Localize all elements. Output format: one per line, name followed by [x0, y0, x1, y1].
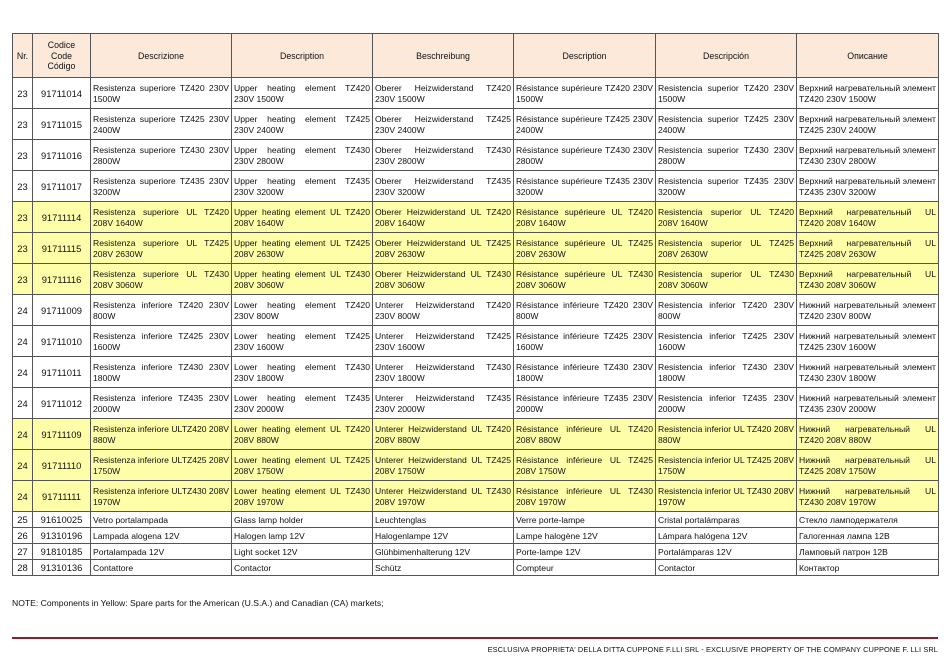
- cell-desc-ru: Верхний нагревательный UL TZ420 208V 1640W: [797, 202, 939, 233]
- cell-desc-es: Resistencia inferior TZ435 230V 2000W: [656, 388, 797, 419]
- cell-desc-fr: Résistance inférieure UL TZ430 208V 1970W: [514, 481, 656, 512]
- cell-desc-ru: Верхний нагревательный элемент TZ425 230V 2400W: [797, 109, 939, 140]
- cell-desc-de: Oberer Heizwiderstand UL TZ430 208V 3060W: [373, 264, 514, 295]
- cell-desc-it: Resistenza superiore TZ430 230V 2800W: [91, 140, 232, 171]
- cell-desc-it: Portalampada 12V: [91, 544, 232, 560]
- cell-desc-es: Lámpara halógena 12V: [656, 528, 797, 544]
- header-code-es: Código: [47, 61, 76, 72]
- cell-desc-es: Resistencia inferior TZ425 230V 1600W: [656, 326, 797, 357]
- cell-desc-it: Resistenza inferiore TZ435 230V 2000W: [91, 388, 232, 419]
- cell-desc-es: Resistencia superior UL TZ430 208V 3060W: [656, 264, 797, 295]
- cell-desc-fr: Lampe halogène 12V: [514, 528, 656, 544]
- cell-desc-en: Contactor: [232, 560, 373, 576]
- cell-code: 91711011: [33, 357, 91, 388]
- cell-desc-ru: Нижний нагревательный UL TZ430 208V 1970W: [797, 481, 939, 512]
- cell-code: 91711115: [33, 233, 91, 264]
- header-code: [33, 34, 91, 78]
- cell-desc-ru: Нижний нагревательный элемент TZ425 230V 1600W: [797, 326, 939, 357]
- spare-parts-sheet: [12, 33, 938, 576]
- cell-desc-ru: Верхний нагревательный элемент TZ430 230V 2800W: [797, 140, 939, 171]
- table-row: [13, 560, 939, 576]
- table-row: [13, 544, 939, 560]
- spare-parts-table: [12, 33, 939, 576]
- table-row: [13, 419, 939, 450]
- cell-desc-de: Oberer Heizwiderstand UL TZ420 208V 1640W: [373, 202, 514, 233]
- cell-desc-ru: Нижний нагревательный элемент TZ420 230V 800W: [797, 295, 939, 326]
- cell-code: 91310196: [33, 528, 91, 544]
- cell-desc-en: Lower heating element TZ420 230V 800W: [232, 295, 373, 326]
- cell-desc-fr: Résistance inférieure TZ425 230V 1600W: [514, 326, 656, 357]
- cell-desc-es: Resistencia superior TZ425 230V 2400W: [656, 109, 797, 140]
- cell-desc-es: Resistencia inferior UL TZ420 208V 880W: [656, 419, 797, 450]
- cell-desc-en: Upper heating element UL TZ425 208V 2630W: [232, 233, 373, 264]
- cell-desc-fr: Résistance supérieure UL TZ420 208V 1640W: [514, 202, 656, 233]
- table-row: [13, 264, 939, 295]
- cell-desc-de: Unterer Heizwiderstand TZ425 230V 1600W: [373, 326, 514, 357]
- cell-nr: 23: [13, 171, 33, 202]
- cell-desc-de: Unterer Heizwiderstand TZ435 230V 2000W: [373, 388, 514, 419]
- cell-desc-it: Resistenza superiore TZ420 230V 1500W: [91, 78, 232, 109]
- cell-desc-fr: Résistance inférieure TZ420 230V 800W: [514, 295, 656, 326]
- cell-desc-de: Unterer Heizwiderstand TZ420 230V 800W: [373, 295, 514, 326]
- cell-nr: 24: [13, 388, 33, 419]
- cell-desc-it: Resistenza superiore UL TZ425 208V 2630W: [91, 233, 232, 264]
- header-row: [13, 34, 939, 78]
- cell-desc-en: Upper heating element TZ420 230V 1500W: [232, 78, 373, 109]
- header-en: Description: [232, 34, 373, 78]
- cell-desc-en: Lower heating element UL TZ430 208V 1970W: [232, 481, 373, 512]
- table-row: [13, 78, 939, 109]
- cell-desc-de: Schütz: [373, 560, 514, 576]
- cell-nr: 27: [13, 544, 33, 560]
- cell-desc-en: Halogen lamp 12V: [232, 528, 373, 544]
- cell-desc-ru: Нижний нагревательный элемент TZ435 230V 2000W: [797, 388, 939, 419]
- table-row: [13, 528, 939, 544]
- table-row: [13, 295, 939, 326]
- cell-desc-es: Resistencia inferior UL TZ425 208V 1750W: [656, 450, 797, 481]
- cell-nr: 23: [13, 109, 33, 140]
- header-fr: Description: [514, 34, 656, 78]
- cell-desc-it: Vetro portalampada: [91, 512, 232, 528]
- header-nr: Nr.: [13, 34, 33, 78]
- cell-nr: 23: [13, 233, 33, 264]
- cell-desc-es: Resistencia inferior TZ420 230V 800W: [656, 295, 797, 326]
- table-row: [13, 357, 939, 388]
- cell-desc-de: Oberer Heizwiderstand UL TZ425 208V 2630W: [373, 233, 514, 264]
- cell-desc-it: Contattore: [91, 560, 232, 576]
- cell-code: 91711015: [33, 109, 91, 140]
- cell-desc-de: Oberer Heizwiderstand TZ430 230V 2800W: [373, 140, 514, 171]
- table-row: [13, 326, 939, 357]
- cell-desc-de: Unterer Heizwiderstand UL TZ425 208V 1750W: [373, 450, 514, 481]
- cell-desc-en: Upper heating element TZ435 230V 3200W: [232, 171, 373, 202]
- table-row: [13, 109, 939, 140]
- cell-desc-fr: Résistance supérieure TZ430 230V 2800W: [514, 140, 656, 171]
- table-row: [13, 202, 939, 233]
- cell-desc-es: Portalámparas 12V: [656, 544, 797, 560]
- cell-desc-en: Lower heating element UL TZ420 208V 880W: [232, 419, 373, 450]
- cell-desc-de: Unterer Heizwiderstand UL TZ420 208V 880W: [373, 419, 514, 450]
- cell-desc-de: Unterer Heizwiderstand TZ430 230V 1800W: [373, 357, 514, 388]
- cell-desc-ru: Стекло ламподержателя: [797, 512, 939, 528]
- cell-desc-es: Resistencia inferior UL TZ430 208V 1970W: [656, 481, 797, 512]
- cell-desc-fr: Résistance inférieure UL TZ425 208V 1750W: [514, 450, 656, 481]
- footer-rule: [12, 637, 938, 639]
- cell-nr: 25: [13, 512, 33, 528]
- header-code-it: Codice: [47, 39, 76, 50]
- cell-code: 91711116: [33, 264, 91, 295]
- cell-desc-es: Resistencia superior UL TZ425 208V 2630W: [656, 233, 797, 264]
- cell-nr: 23: [13, 140, 33, 171]
- cell-desc-ru: Верхний нагревательный элемент TZ435 230V 3200W: [797, 171, 939, 202]
- cell-code: 91711109: [33, 419, 91, 450]
- cell-nr: 23: [13, 264, 33, 295]
- cell-desc-de: Oberer Heizwiderstand TZ420 230V 1500W: [373, 78, 514, 109]
- cell-desc-fr: Verre porte-lampe: [514, 512, 656, 528]
- cell-desc-it: Resistenza superiore TZ435 230V 3200W: [91, 171, 232, 202]
- header-es: Descripción: [656, 34, 797, 78]
- cell-nr: 24: [13, 481, 33, 512]
- cell-desc-de: Halogenlampe 12V: [373, 528, 514, 544]
- cell-desc-de: Glühbimenhalterung 12V: [373, 544, 514, 560]
- cell-code: 91711016: [33, 140, 91, 171]
- cell-desc-it: Resistenza inferiore ULTZ425 208V 1750W: [91, 450, 232, 481]
- property-footer: ESCLUSIVA PROPRIETA' DELLA DITTA CUPPONE F.LLI SRL - EXCLUSIVE PROPERTY OF THE COMPANY CUPPONE F. LLI SRL: [487, 645, 938, 654]
- cell-code: 91711111: [33, 481, 91, 512]
- cell-desc-es: Resistencia superior TZ435 230V 3200W: [656, 171, 797, 202]
- cell-desc-de: Oberer Heizwiderstand TZ425 230V 2400W: [373, 109, 514, 140]
- cell-desc-es: Contactor: [656, 560, 797, 576]
- cell-nr: 24: [13, 419, 33, 450]
- cell-desc-ru: Нижний нагревательный UL TZ425 208V 1750W: [797, 450, 939, 481]
- cell-desc-en: Lower heating element TZ425 230V 1600W: [232, 326, 373, 357]
- table-body: [13, 78, 939, 576]
- cell-desc-ru: Нижний нагревательный элемент TZ430 230V 1800W: [797, 357, 939, 388]
- cell-desc-en: Light socket 12V: [232, 544, 373, 560]
- cell-desc-de: Leuchtenglas: [373, 512, 514, 528]
- cell-desc-it: Resistenza inferiore TZ425 230V 1600W: [91, 326, 232, 357]
- cell-nr: 24: [13, 450, 33, 481]
- cell-nr: 24: [13, 326, 33, 357]
- cell-desc-fr: Résistance inférieure TZ430 230V 1800W: [514, 357, 656, 388]
- cell-desc-en: Upper heating element UL TZ420 208V 1640W: [232, 202, 373, 233]
- cell-desc-fr: Résistance supérieure TZ425 230V 2400W: [514, 109, 656, 140]
- cell-desc-fr: Résistance supérieure UL TZ425 208V 2630W: [514, 233, 656, 264]
- cell-desc-fr: Compteur: [514, 560, 656, 576]
- cell-code: 91711110: [33, 450, 91, 481]
- cell-nr: 24: [13, 295, 33, 326]
- cell-desc-en: Lower heating element UL TZ425 208V 1750W: [232, 450, 373, 481]
- cell-nr: 23: [13, 78, 33, 109]
- cell-nr: 24: [13, 357, 33, 388]
- cell-code: 91610025: [33, 512, 91, 528]
- cell-desc-fr: Résistance supérieure UL TZ430 208V 3060W: [514, 264, 656, 295]
- cell-desc-it: Resistenza inferiore ULTZ430 208V 1970W: [91, 481, 232, 512]
- cell-nr: 23: [13, 202, 33, 233]
- cell-desc-it: Resistenza superiore TZ425 230V 2400W: [91, 109, 232, 140]
- table-row: [13, 233, 939, 264]
- cell-code: 91711010: [33, 326, 91, 357]
- cell-desc-de: Oberer Heizwiderstand TZ435 230V 3200W: [373, 171, 514, 202]
- table-row: [13, 481, 939, 512]
- header-code-en: Code: [50, 50, 73, 61]
- table-row: [13, 512, 939, 528]
- cell-desc-it: Resistenza inferiore ULTZ420 208V 880W: [91, 419, 232, 450]
- cell-desc-ru: Верхний нагревательный элемент TZ420 230V 1500W: [797, 78, 939, 109]
- cell-desc-es: Resistencia inferior TZ430 230V 1800W: [656, 357, 797, 388]
- cell-desc-ru: Нижний нагревательный UL TZ420 208V 880W: [797, 419, 939, 450]
- cell-desc-ru: Ламповый патрон 12В: [797, 544, 939, 560]
- cell-desc-fr: Résistance supérieure TZ420 230V 1500W: [514, 78, 656, 109]
- cell-code: 91711009: [33, 295, 91, 326]
- cell-desc-it: Resistenza superiore UL TZ420 208V 1640W: [91, 202, 232, 233]
- cell-desc-en: Lower heating element TZ435 230V 2000W: [232, 388, 373, 419]
- cell-code: 91711017: [33, 171, 91, 202]
- cell-desc-es: Resistencia superior UL TZ420 208V 1640W: [656, 202, 797, 233]
- header-ru: Описание: [797, 34, 939, 78]
- table-row: [13, 140, 939, 171]
- footnote: NOTE: Components in Yellow: Spare parts for the American (U.S.A.) and Canadian (CA) markets;: [12, 598, 384, 608]
- cell-desc-it: Lampada alogena 12V: [91, 528, 232, 544]
- cell-desc-ru: Верхний нагревательный UL TZ425 208V 2630W: [797, 233, 939, 264]
- cell-desc-fr: Résistance supérieure TZ435 230V 3200W: [514, 171, 656, 202]
- table-row: [13, 450, 939, 481]
- cell-code: 91810185: [33, 544, 91, 560]
- cell-desc-it: Resistenza inferiore TZ420 230V 800W: [91, 295, 232, 326]
- cell-code: 91711114: [33, 202, 91, 233]
- cell-desc-fr: Porte-lampe 12V: [514, 544, 656, 560]
- cell-desc-ru: Верхний нагревательный UL TZ430 208V 3060W: [797, 264, 939, 295]
- cell-nr: 28: [13, 560, 33, 576]
- cell-desc-fr: Résistance inférieure TZ435 230V 2000W: [514, 388, 656, 419]
- table-row: [13, 171, 939, 202]
- cell-desc-en: Glass lamp holder: [232, 512, 373, 528]
- cell-desc-it: Resistenza inferiore TZ430 230V 1800W: [91, 357, 232, 388]
- cell-desc-it: Resistenza superiore UL TZ430 208V 3060W: [91, 264, 232, 295]
- header-it: Descrizione: [91, 34, 232, 78]
- cell-desc-en: Upper heating element TZ425 230V 2400W: [232, 109, 373, 140]
- cell-nr: 26: [13, 528, 33, 544]
- cell-desc-es: Resistencia superior TZ430 230V 2800W: [656, 140, 797, 171]
- table-row: [13, 388, 939, 419]
- cell-desc-en: Upper heating element UL TZ430 208V 3060W: [232, 264, 373, 295]
- header-de: Beschreibung: [373, 34, 514, 78]
- cell-code: 91711014: [33, 78, 91, 109]
- cell-desc-es: Cristal portalámparas: [656, 512, 797, 528]
- cell-code: 91711012: [33, 388, 91, 419]
- cell-desc-en: Upper heating element TZ430 230V 2800W: [232, 140, 373, 171]
- cell-desc-fr: Résistance inférieure UL TZ420 208V 880W: [514, 419, 656, 450]
- cell-desc-de: Unterer Heizwiderstand UL TZ430 208V 1970W: [373, 481, 514, 512]
- cell-desc-ru: Галогенная лампа 12В: [797, 528, 939, 544]
- cell-desc-es: Resistencia superior TZ420 230V 1500W: [656, 78, 797, 109]
- cell-desc-ru: Контактор: [797, 560, 939, 576]
- cell-desc-en: Lower heating element TZ430 230V 1800W: [232, 357, 373, 388]
- cell-code: 91310136: [33, 560, 91, 576]
